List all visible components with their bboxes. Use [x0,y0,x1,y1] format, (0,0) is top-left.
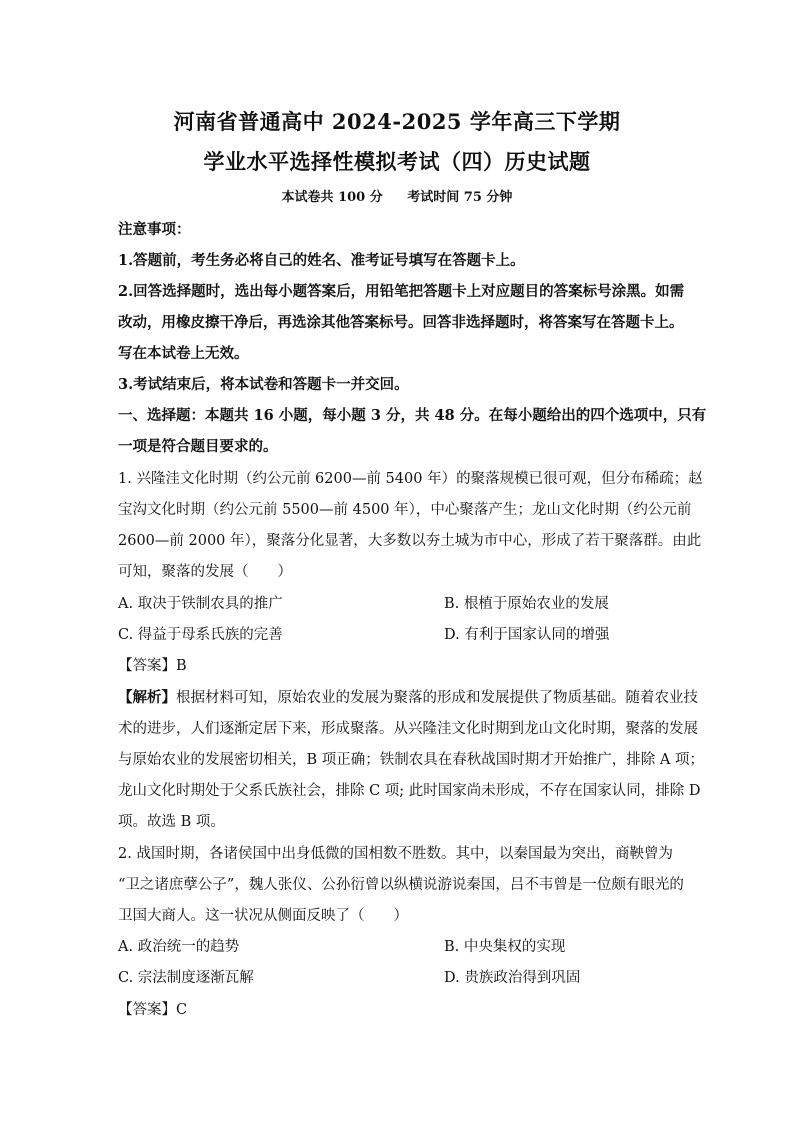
page-title-line1: 河南省普通高中 2024-2025 学年高三下学期 [173,109,621,134]
question-2-option-b: B. 中央集权的实现 [444,939,566,955]
question-1-analysis-line5: 项。故选 B 项。 [118,814,225,830]
analysis-label: 【解析】 [118,689,176,706]
question-1-analysis-line1 [118,686,698,707]
question-1-option-c: C. 得益于母系氏族的完善 [118,627,283,643]
question-1-option-a: A. 取决于铁制农具的推广 [118,596,283,612]
question-1-analysis-line2: 术的进步，人们逐渐定居下来，形成聚落。从兴隆洼文化时期到龙山文化时期，聚落的发展 [118,721,698,737]
question-1-option-b: B. 根植于原始农业的发展 [444,596,609,612]
note-item-2-line1: 2.回答选择题时，选出每小题答案后，用铅笔把答题卡上对应题目的答案标号涂黑。如需 [118,283,685,300]
exam-info [0,186,794,205]
question-2-option-d: D. 贵族政治得到巩固 [444,970,581,986]
question-2-answer: 【答案】C [118,1002,188,1018]
question-1-option-d: D. 有利于国家认同的增强 [444,627,610,643]
question-1-line1: 1. 兴隆洼文化时期（约公元前 6200—前 5400 年）的聚落规模已很可观，但分布稀疏；赵 [118,471,703,487]
question-1-analysis-line3: 与原始农业的发展密切相关，B 项正确；铁制农具在春秋战国时期才开始推广，排除 A 项； [118,752,704,768]
question-2-line1: 2. 战国时期，各诸侯国中出身低微的国相数不胜数。其中，以秦国最为突出，商鞅曾为 [118,846,673,862]
question-2-line2: “卫之诸庶孽公子”，魏人张仪、公孙衍曾以纵横说游说秦国，吕不韦曾是一位颇有眼光的 [118,877,684,893]
analysis-text: 根据材料可知，原始农业的发展为聚落的形成和发展提供了物质基础。随着农业技 [176,690,698,706]
question-1-line2: 宝沟文化时期（约公元前 5500—前 4500 年），中心聚落产生；龙山文化时期（约公元前 [118,502,692,518]
note-item-2-line3: 写在本试卷上无效。 [118,345,249,362]
question-1-line3: 2600—前 2000 年），聚落分化显著，大多数以夯土城为市中心，形成了若干聚落群。由此 [118,533,702,549]
score-info: 本试卷共 100 分 [281,190,383,205]
question-2-option-a: A. 政治统一的趋势 [118,939,240,955]
question-1-line4: 可知，聚落的发展（ ） [118,564,292,580]
note-item-2-line2: 改动，用橡皮擦干净后，再选涂其他答案标号。回答非选择题时，将答案写在答题卡上。 [118,314,684,331]
question-1-analysis-line4: 龙山文化时期处于父系氏族社会，排除 C 项; 此时国家尚未形成，不存在国家认同，排除 D [118,783,701,799]
section-heading-line2: 一项是符合题目要求的。 [118,438,278,455]
page-title-line2: 学业水平选择性模拟考试（四）历史试题 [203,149,591,174]
question-1-answer: 【答案】B [118,658,187,674]
note-item-3: 3.考试结束后，将本试卷和答题卡一并交回。 [118,376,409,393]
time-info: 考试时间 75 分钟 [407,190,513,205]
note-item-1: 1.答题前，考生务必将自己的姓名、准考证号填写在答题卡上。 [118,252,525,269]
question-2-line3: 卫国大商人。这一状况从侧面反映了（ ） [118,908,408,924]
section-heading-line1: 一、选择题：本题共 16 小题，每小题 3 分，共 48 分。在每小题给出的四个选项中，只有 [118,407,707,424]
notes-heading: 注意事项： [118,221,191,238]
question-2-option-c: C. 宗法制度逐渐瓦解 [118,970,254,986]
